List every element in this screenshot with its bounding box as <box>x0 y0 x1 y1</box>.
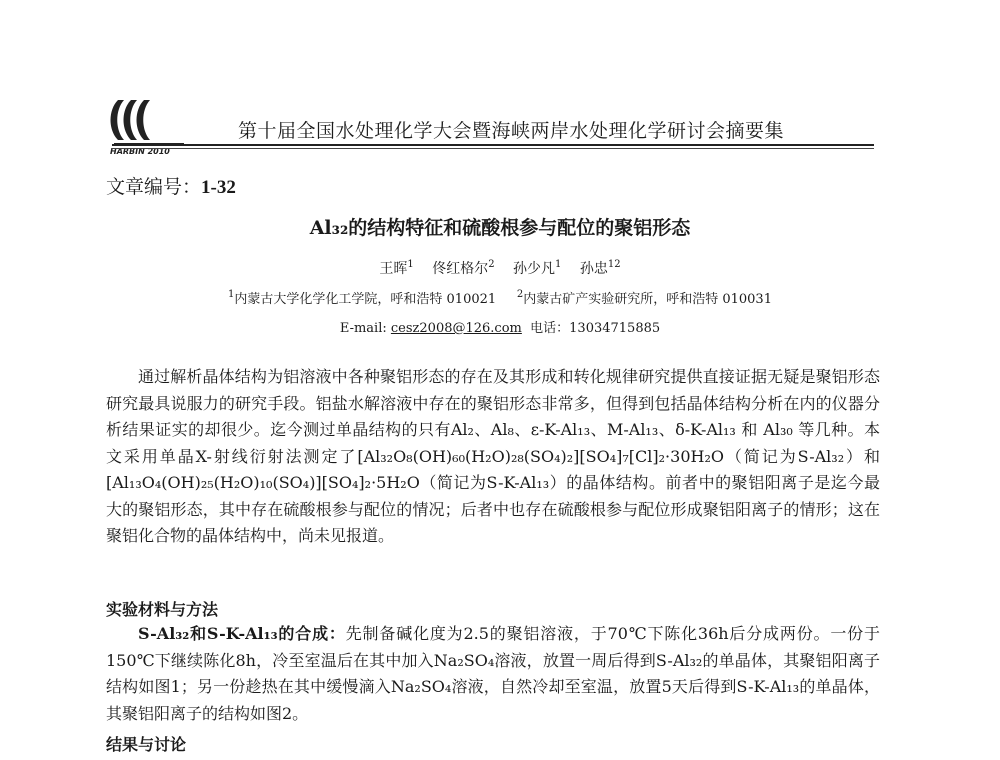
affiliation: $^2$内蒙古矿产实验研究所，呼和浩特 010031 <box>516 289 772 307</box>
article-number-value: 1-32 <box>201 177 236 198</box>
contact-line <box>0 317 1000 336</box>
header-rule <box>112 144 874 146</box>
phone-label: 电话： <box>530 321 570 336</box>
author-list <box>0 258 1000 278</box>
header-rule-thin <box>112 148 874 149</box>
author: 孙少凡$^1$ <box>513 259 562 277</box>
author: 佟红格尔$^2$ <box>432 259 495 277</box>
paragraph-2-lead: S-Al₃₂和S-K-Al₁₃的合成： <box>138 624 346 643</box>
abstract-paragraph-1: 通过解析晶体结构为铝溶液中各种聚铝形态的存在及其形成和转化规律研究提供直接证据无疑是聚铝形态研究最具说服力的研究手段。铝盐水解溶液中存在的聚铝形态非常多，但得到包括晶体结构分析在内的仪器分析结果证实的却很少。迄今测过单晶结构的只有Al₂、Al₈、ε-K-Al₁₃、M-Al₁₃、δ-K-Al₁₃ 和 Al₃₀ 等几种。本文采用单晶X-射线衍射法测定了[Al₃₂O₈(OH)₆₀(H₂O)₂₈(SO₄)₂][SO₄]₇[Cl]₂·30H₂O（简记为S-Al₃₂）和[Al₁₃O₄(OH)₂₅(H₂O)₁₀(SO₄)][SO₄]₂·5H₂O（简记为S-K-Al₁₃）的晶体结构。前者中的聚铝阳离子是迄今最大的聚铝形态，其中存在硫酸根参与配位的情况；后者中也存在硫酸根参与配位形成聚铝阳离子的情形；这在聚铝化合物的晶体结构中，尚未见报道。 <box>106 367 880 545</box>
conference-logo-graphic <box>104 96 190 156</box>
paragraph-2-text: 先制备碱化度为2.5的聚铝溶液，于70℃下陈化36h后分成两份。一份于150℃下继续陈化8h，冷至室温后在其中加入Na₂SO₄溶液，放置一周后得到S-Al₃₂的单晶体，其聚铝阳离子结构如图1；另一份趁热在其中缓慢滴入Na₂SO₄溶液，自然冷却至室温，放置5天后得到S-K-Al₁₃的单晶体，其聚铝阳离子的结构如图2。 <box>106 624 880 723</box>
paper-title: Al₃₂的结构特征和硫酸根参与配位的聚铝形态 <box>309 217 691 239</box>
abstract-paragraph-2 <box>106 621 880 727</box>
affiliation: $^1$内蒙古大学化学化工学院，呼和浩特 010021 <box>228 289 497 307</box>
logo-text: HARBIN 2010 <box>110 147 170 156</box>
proceedings-title: 第十届全国水处理化学大会暨海峡两岸水处理化学研讨会摘要集 <box>238 120 785 142</box>
author: 孙忠$^{12}$ <box>579 259 621 277</box>
author: 王晖$^1$ <box>379 259 414 277</box>
email-link[interactable]: cesz2008@126.com <box>390 321 522 336</box>
email-label: E-mail: <box>339 321 387 336</box>
section-heading-results: 结果与讨论 <box>106 735 187 754</box>
article-number <box>106 172 236 199</box>
article-number-label: 文章编号： <box>106 176 202 198</box>
phone-number: 13034715885 <box>569 321 661 336</box>
section-heading-methods: 实验材料与方法 <box>106 600 219 619</box>
affiliations <box>0 288 1000 307</box>
conference-logo <box>104 96 190 156</box>
